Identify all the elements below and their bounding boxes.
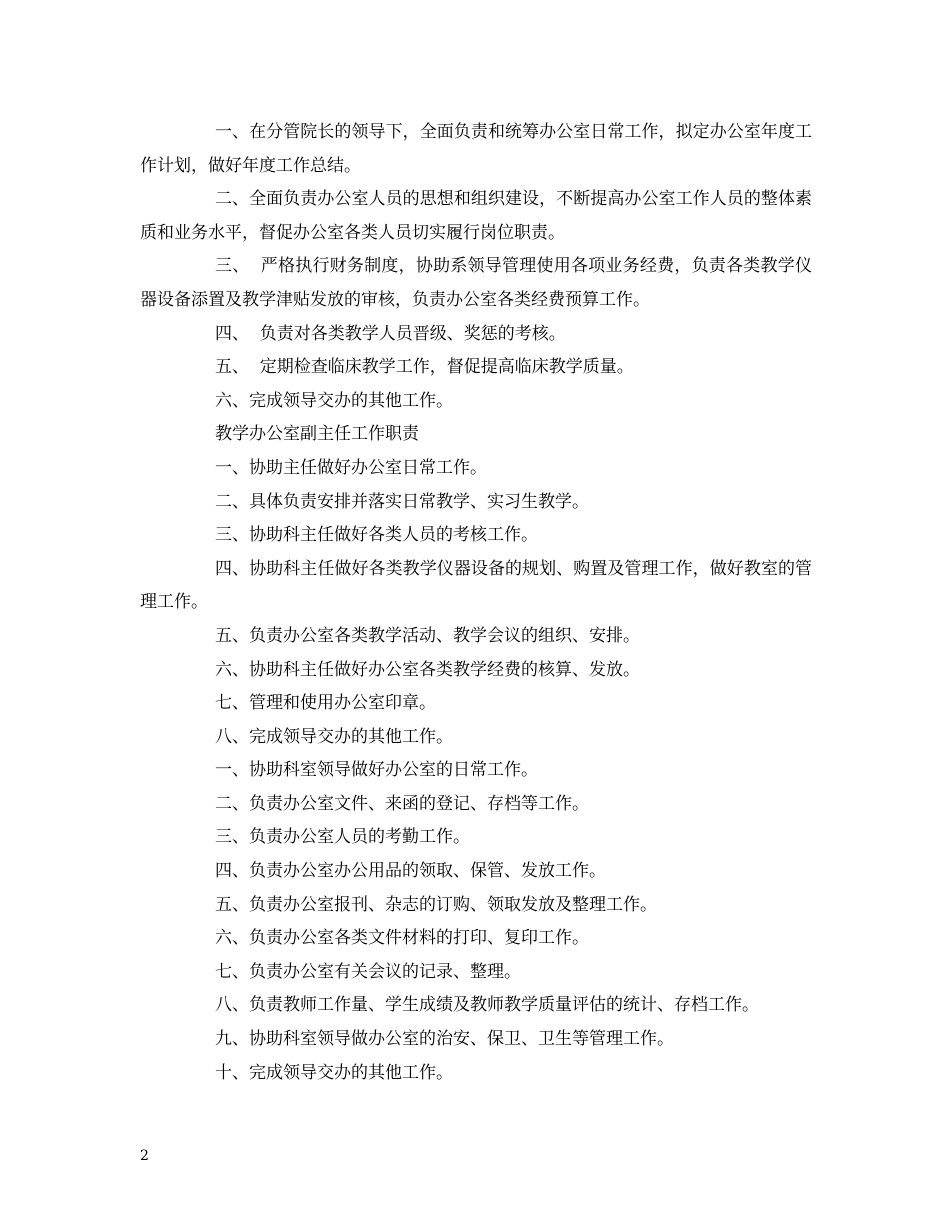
paragraph-23: 八、负责教师工作量、学生成绩及教师教学质量评估的统计、存档工作。 bbox=[215, 995, 759, 1016]
paragraph-1: 一、在分管院长的领导下，全面负责和统筹办公室日常工作，拟定办公室年度工作计划，做好年度工作总结。 bbox=[140, 122, 812, 176]
document-body bbox=[140, 116, 812, 1090]
paragraph-4: 四、 负责对各类教学人员晋级、奖惩的考核。 bbox=[215, 323, 566, 344]
paragraph-12: 五、负责办公室各类教学活动、教学会议的组织、安排。 bbox=[215, 625, 640, 646]
paragraph-14: 七、管理和使用办公室印章。 bbox=[215, 693, 436, 714]
paragraph-17: 二、负责办公室文件、来函的登记、存档等工作。 bbox=[215, 793, 589, 814]
paragraph-13: 六、协助科主任做好办公室各类教学经费的核算、发放。 bbox=[215, 659, 640, 680]
paragraph-20: 五、负责办公室报刊、杂志的订购、领取发放及整理工作。 bbox=[215, 894, 657, 915]
paragraph-2: 二、全面负责办公室人员的思想和组织建设，不断提高办公室工作人员的整体素质和业务水平，督促办公室各类人员切实履行岗位职责。 bbox=[140, 189, 812, 243]
paragraph-3: 三、 严格执行财务制度，协助系领导管理使用各项业务经费，负责各类教学仪器设备添置及教学津贴发放的审核，负责办公室各类经费预算工作。 bbox=[140, 256, 812, 310]
paragraph-16: 一、协助科室领导做好办公室的日常工作。 bbox=[215, 760, 538, 781]
paragraph-10: 三、协助科主任做好各类人员的考核工作。 bbox=[215, 525, 538, 546]
paragraph-22: 七、负责办公室有关会议的记录、整理。 bbox=[215, 961, 521, 982]
paragraph-21: 六、负责办公室各类文件材料的打印、复印工作。 bbox=[215, 928, 589, 949]
paragraph-5: 五、 定期检查临床教学工作，督促提高临床教学质量。 bbox=[215, 357, 634, 378]
paragraph-15: 八、完成领导交办的其他工作。 bbox=[215, 726, 453, 747]
paragraph-6: 六、完成领导交办的其他工作。 bbox=[215, 390, 453, 411]
paragraph-19: 四、负责办公室办公用品的领取、保管、发放工作。 bbox=[215, 861, 606, 882]
paragraph-9: 二、具体负责安排并落实日常教学、实习生教学。 bbox=[215, 491, 589, 512]
paragraph-25: 十、完成领导交办的其他工作。 bbox=[215, 1062, 453, 1083]
paragraph-11: 四、协助科主任做好各类教学仪器设备的规划、购置及管理工作，做好教室的管理工作。 bbox=[140, 558, 812, 613]
paragraph-8: 一、协助主任做好办公室日常工作。 bbox=[215, 457, 487, 478]
page-number: 2 bbox=[140, 1148, 149, 1164]
paragraph-24: 九、协助科室领导做办公室的治安、保卫、卫生等管理工作。 bbox=[215, 1029, 674, 1050]
paragraph-18: 三、负责办公室人员的考勤工作。 bbox=[215, 827, 470, 848]
section-heading: 教学办公室副主任工作职责 bbox=[215, 424, 419, 445]
